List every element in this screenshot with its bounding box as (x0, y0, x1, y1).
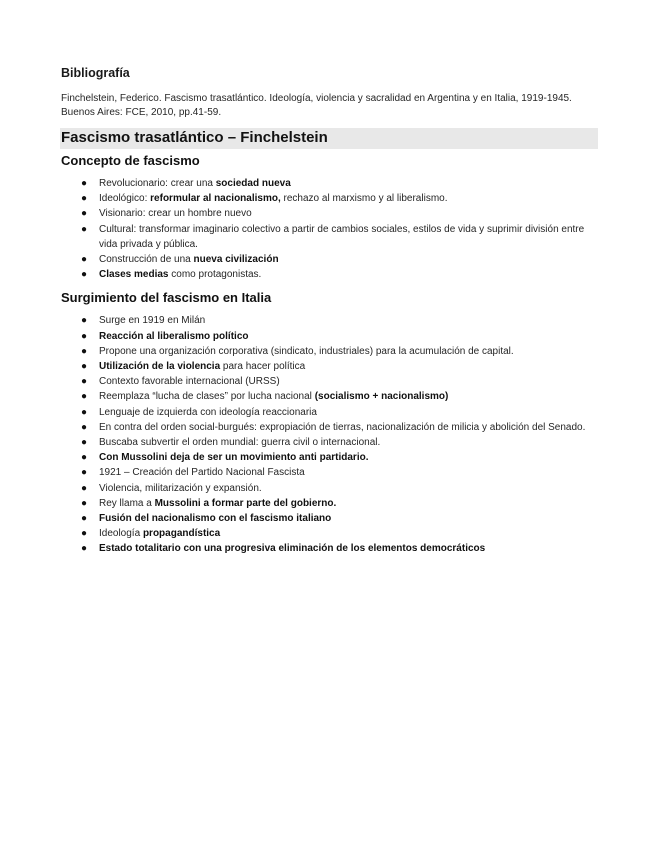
list-item: ● Clases medias como protagonistas. (61, 267, 595, 282)
bullet-icon: ● (81, 452, 88, 464)
list-item: ● Rey llama a Mussolini a formar parte del gobierno. (61, 496, 595, 511)
surgimiento-heading: Surgimiento del fascismo en Italia (61, 290, 272, 306)
list-item: ● Revolucionario: crear una sociedad nueva (61, 176, 595, 191)
bullet-icon: ● (81, 391, 88, 403)
list-item: ● Con Mussolini deja de ser un movimiento anti partidario. (61, 450, 595, 465)
list-item: ● Surge en 1919 en Milán (61, 313, 595, 328)
list-item: ● Estado totalitario con una progresiva eliminación de los elementos democráticos (61, 541, 595, 556)
bullet-icon: ● (81, 437, 88, 449)
bullet-icon: ● (81, 345, 88, 357)
list-item: ● Violencia, militarización y expansión. (61, 481, 595, 496)
list-item: ● Ideológico: reformular al nacionalismo, rechazo al marxismo y al liberalismo. (61, 191, 595, 206)
document-title: Fascismo trasatlántico – Finchelstein (60, 128, 598, 149)
list-item: ● Buscaba subvertir el orden mundial: guerra civil o internacional. (61, 435, 595, 450)
bullet-icon: ● (81, 497, 88, 509)
list-item: ● Cultural: transformar imaginario colectivo a partir de cambios sociales, estilos de vida y suprimir división entre vida privada y pública. (81, 223, 585, 250)
list-item: ● Visionario: crear un hombre nuevo (61, 206, 595, 221)
bullet-icon: ● (81, 467, 88, 479)
surgimiento-list (61, 313, 595, 556)
bullet-icon: ● (81, 193, 88, 205)
bullet-icon: ● (81, 421, 88, 433)
list-item: ● Contexto favorable internacional (URSS) (61, 374, 595, 389)
bullet-icon: ● (81, 406, 88, 418)
bullet-icon: ● (81, 223, 88, 235)
bullet-icon: ● (81, 543, 88, 555)
list-item: ● Lenguaje de izquierda con ideología reaccionaria (61, 405, 595, 420)
list-item: ● Utilización de la violencia para hacer política (61, 359, 595, 374)
concepto-list (61, 176, 595, 282)
bullet-icon: ● (81, 254, 88, 266)
concepto-heading: Concepto de fascismo (61, 153, 200, 168)
list-item: ● Reemplaza “lucha de clases” por lucha nacional (socialismo + nacionalismo) (61, 389, 595, 404)
list-item: ● Construcción de una nueva civilización (61, 252, 595, 267)
list-item: ● En contra del orden social-burgués: expropiación de tierras, nacionalización de milicia y abolición del Senado. (61, 420, 595, 435)
bullet-icon: ● (81, 330, 88, 342)
list-item: ● Fusión del nacionalismo con el fascismo italiano (61, 511, 595, 526)
bibliography-heading: Bibliografía (61, 66, 130, 80)
bibliography-citation: Finchelstein, Federico. Fascismo trasatlántico. Ideología, violencia y sacralidad en Argentina y en Italia, 1919-1945. Buenos Aires: FCE, 2010, pp.41-59. (61, 93, 572, 118)
list-item: ● Reacción al liberalismo político (61, 329, 595, 344)
list-item: ● 1921 – Creación del Partido Nacional Fascista (61, 465, 595, 480)
list-item: ● Propone una organización corporativa (sindicato, industriales) para la acumulación de capital. (61, 344, 595, 359)
bullet-icon: ● (81, 315, 88, 327)
bullet-icon: ● (81, 513, 88, 525)
bullet-icon: ● (81, 208, 88, 220)
bullet-icon: ● (81, 528, 88, 540)
bullet-icon: ● (81, 482, 88, 494)
bullet-icon: ● (81, 178, 88, 189)
list-item: ● Ideología propagandística (61, 526, 595, 541)
bullet-icon: ● (81, 269, 88, 281)
bullet-icon: ● (81, 361, 88, 373)
bullet-icon: ● (81, 376, 88, 388)
